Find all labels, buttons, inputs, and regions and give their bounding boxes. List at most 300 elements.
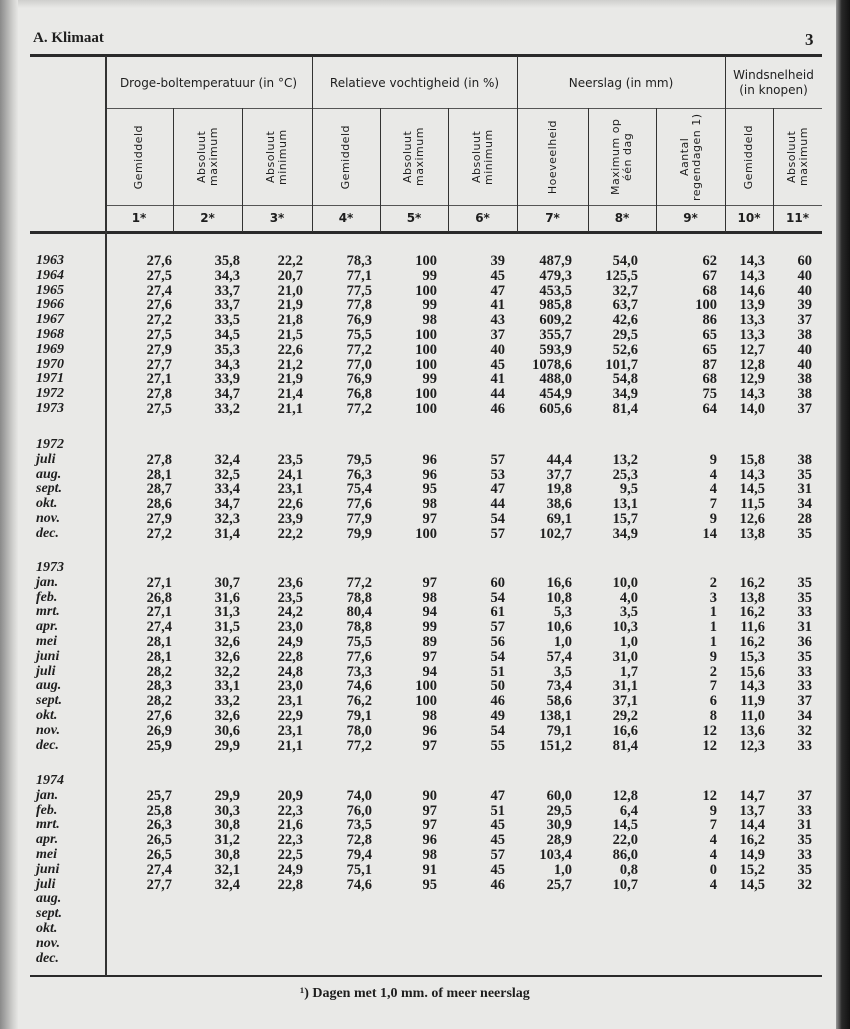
table-cell: 22,5 xyxy=(277,846,303,863)
table-cell: 27,8 xyxy=(146,386,172,403)
table-cell: 27,1 xyxy=(146,371,172,388)
table-cell: 30,9 xyxy=(546,817,572,834)
table-row xyxy=(0,512,850,527)
table-cell: 11,0 xyxy=(740,707,765,724)
table-cell: 24,1 xyxy=(277,466,303,483)
table-cell: 25,7 xyxy=(146,787,172,804)
table-cell: 13,3 xyxy=(739,326,765,343)
table-section xyxy=(0,774,850,966)
table-cell: 479,3 xyxy=(539,267,572,284)
table-cell: 96 xyxy=(422,451,437,468)
table-cell: 44,4 xyxy=(546,451,572,468)
table-cell: 64 xyxy=(702,400,717,417)
group-header: Droge-boltemperatuur (in °C) xyxy=(119,75,298,90)
table-cell: 23,9 xyxy=(277,510,303,527)
table-cell: 23,0 xyxy=(277,678,303,695)
section-title: 1973 xyxy=(36,560,64,575)
table-cell: 15,7 xyxy=(612,510,638,527)
table-cell: 38 xyxy=(797,371,812,388)
table-cell: 37 xyxy=(797,312,812,329)
row-label: mrt. xyxy=(36,604,60,620)
table-cell: 125,5 xyxy=(605,267,638,284)
table-cell: 61 xyxy=(490,604,505,621)
table-cell: 14,5 xyxy=(739,876,765,893)
table-cell: 35 xyxy=(797,574,812,591)
table-cell: 21,5 xyxy=(277,326,303,343)
column-number: 7* xyxy=(545,211,560,225)
row-label: dec. xyxy=(36,737,59,753)
table-cell: 10,3 xyxy=(612,619,638,636)
row-label: 1967 xyxy=(36,312,64,328)
table-cell: 13,2 xyxy=(612,451,638,468)
table-cell: 7 xyxy=(709,496,717,513)
table-cell: 99 xyxy=(422,619,437,636)
table-cell: 67 xyxy=(702,267,717,284)
table-cell: 101,7 xyxy=(605,356,638,373)
table-cell: 27,5 xyxy=(146,326,172,343)
table-cell: 45 xyxy=(490,832,505,849)
table-cell: 97 xyxy=(422,510,437,527)
table-cell: 4 xyxy=(709,466,717,483)
table-cell: 27,6 xyxy=(146,707,172,724)
table-row xyxy=(0,635,850,650)
table-cell: 51 xyxy=(490,663,505,680)
table-row xyxy=(0,709,850,724)
row-label: 1971 xyxy=(36,371,64,387)
table-cell: 102,7 xyxy=(539,525,572,542)
table-cell: 97 xyxy=(422,574,437,591)
table-cell: 12,7 xyxy=(739,341,765,358)
table-cell: 50 xyxy=(490,678,505,695)
table-cell: 33 xyxy=(797,737,812,754)
table-cell: 14,9 xyxy=(739,846,765,863)
row-label: nov. xyxy=(36,722,60,738)
table-cell: 27,9 xyxy=(146,341,172,358)
table-row xyxy=(0,298,850,313)
group-divider xyxy=(517,108,725,109)
table-cell: 43 xyxy=(490,312,505,329)
table-cell: 31,3 xyxy=(214,604,240,621)
table-cell: 69,1 xyxy=(546,510,572,527)
table-row xyxy=(0,497,850,512)
column-header-label: Absoluut minimum xyxy=(264,129,289,185)
table-cell: 90 xyxy=(422,787,437,804)
table-cell: 14,3 xyxy=(739,678,765,695)
table-cell: 34 xyxy=(797,707,812,724)
table-cell: 35 xyxy=(797,589,812,606)
table-cell: 14,3 xyxy=(739,267,765,284)
table-cell: 30,7 xyxy=(214,574,240,591)
table-cell: 15,8 xyxy=(739,451,765,468)
table-cell: 9 xyxy=(709,510,717,527)
table-cell: 45 xyxy=(490,356,505,373)
number-row-divider xyxy=(105,205,822,206)
table-cell: 605,6 xyxy=(539,400,572,417)
table-cell: 77,0 xyxy=(346,356,372,373)
table-cell: 54 xyxy=(490,510,505,527)
table-cell: 3,5 xyxy=(553,663,572,680)
table-cell: 78,8 xyxy=(346,589,372,606)
row-label: 1963 xyxy=(36,253,64,268)
table-cell: 13,9 xyxy=(739,297,765,314)
table-cell: 96 xyxy=(422,722,437,739)
table-cell: 31 xyxy=(797,817,812,834)
row-label: 1964 xyxy=(36,267,64,283)
table-cell: 6 xyxy=(709,693,717,710)
table-cell: 100 xyxy=(415,341,437,358)
table-cell: 355,7 xyxy=(539,326,572,343)
table-cell: 77,2 xyxy=(346,341,372,358)
table-cell: 80,4 xyxy=(346,604,372,621)
table-cell: 35,8 xyxy=(214,253,240,269)
table-cell: 487,9 xyxy=(539,253,572,269)
table-cell: 23,6 xyxy=(277,574,303,591)
table-cell: 12,9 xyxy=(739,371,765,388)
table-row xyxy=(0,482,850,497)
table-cell: 30,6 xyxy=(214,722,240,739)
table-cell: 31 xyxy=(797,619,812,636)
table-cell: 73,5 xyxy=(346,817,372,834)
table-cell: 22,3 xyxy=(277,832,303,849)
table-cell: 28,1 xyxy=(146,633,172,650)
table-cell: 79,4 xyxy=(346,846,372,863)
table-cell: 37,7 xyxy=(546,466,572,483)
table-cell: 488,0 xyxy=(539,371,572,388)
table-cell: 40 xyxy=(797,267,812,284)
table-cell: 78,8 xyxy=(346,619,372,636)
table-cell: 15,3 xyxy=(739,648,765,665)
table-cell: 12,8 xyxy=(739,356,765,373)
table-cell: 10,7 xyxy=(612,876,638,893)
table-cell: 31,6 xyxy=(214,589,240,606)
table-cell: 6,4 xyxy=(619,802,638,819)
table-cell: 97 xyxy=(422,802,437,819)
table-cell: 77,2 xyxy=(346,574,372,591)
table-cell: 23,1 xyxy=(277,481,303,498)
table-cell: 39 xyxy=(490,253,505,269)
row-label: 1965 xyxy=(36,282,64,298)
table-cell: 37 xyxy=(797,400,812,417)
table-cell: 31,4 xyxy=(214,525,240,542)
table-cell: 27,7 xyxy=(146,356,172,373)
table-cell: 75,5 xyxy=(346,633,372,650)
table-cell: 76,2 xyxy=(346,693,372,710)
table-cell: 34,5 xyxy=(214,326,240,343)
table-cell: 103,4 xyxy=(539,846,572,863)
table-cell: 22,2 xyxy=(277,253,303,269)
table-row xyxy=(0,527,850,542)
table-cell: 23,5 xyxy=(277,451,303,468)
table-cell: 32,6 xyxy=(214,633,240,650)
table-cell: 12 xyxy=(702,787,717,804)
table-cell: 28,1 xyxy=(146,466,172,483)
table-cell: 30,8 xyxy=(214,817,240,834)
table-cell: 44 xyxy=(490,386,505,403)
column-number: 1* xyxy=(131,211,147,225)
table-cell: 100 xyxy=(415,282,437,299)
table-cell: 41 xyxy=(490,371,505,388)
row-label: okt. xyxy=(36,707,58,723)
table-cell: 27,1 xyxy=(146,574,172,591)
table-cell: 54,0 xyxy=(612,253,638,269)
table-cell: 15,2 xyxy=(739,861,765,878)
table-row xyxy=(0,694,850,709)
table-cell: 57 xyxy=(490,846,505,863)
row-label: mei xyxy=(36,633,57,649)
table-cell: 25,7 xyxy=(546,876,572,893)
table-cell: 20,9 xyxy=(277,787,303,804)
table-cell: 79,1 xyxy=(346,707,372,724)
table-cell: 33,5 xyxy=(214,312,240,329)
table-cell: 21,2 xyxy=(277,356,303,373)
table-cell: 37 xyxy=(797,693,812,710)
table-cell: 33,2 xyxy=(214,693,240,710)
table-cell: 23,1 xyxy=(277,693,303,710)
table-cell: 12 xyxy=(702,722,717,739)
table-row xyxy=(0,922,850,937)
table-cell: 56 xyxy=(490,633,505,650)
table-cell: 98 xyxy=(422,589,437,606)
table-cell: 98 xyxy=(422,846,437,863)
table-row xyxy=(0,343,850,358)
table-row xyxy=(0,358,850,373)
table-cell: 53 xyxy=(490,466,505,483)
column-number: 6* xyxy=(475,211,490,225)
table-cell: 12 xyxy=(702,737,717,754)
row-label: okt. xyxy=(36,920,58,936)
table-cell: 22,0 xyxy=(612,832,638,849)
table-cell: 96 xyxy=(422,832,437,849)
table-row xyxy=(0,468,850,483)
table-cell: 77,8 xyxy=(346,297,372,314)
table-cell: 28,7 xyxy=(146,481,172,498)
table-cell: 76,3 xyxy=(346,466,372,483)
table-cell: 22,8 xyxy=(277,648,303,665)
table-cell: 32,2 xyxy=(214,663,240,680)
table-row xyxy=(0,679,850,694)
table-cell: 21,6 xyxy=(277,817,303,834)
table-cell: 57,4 xyxy=(546,648,572,665)
table-cell: 99 xyxy=(422,297,437,314)
table-cell: 25,3 xyxy=(612,466,638,483)
column-number: 2* xyxy=(200,211,215,225)
table-cell: 151,2 xyxy=(539,737,572,754)
group-header: Neerslag (in mm) xyxy=(568,75,674,90)
table-cell: 95 xyxy=(422,481,437,498)
table-cell: 76,0 xyxy=(346,802,372,819)
table-cell: 21,9 xyxy=(277,371,303,388)
table-cell: 31,0 xyxy=(612,648,638,665)
table-cell: 4 xyxy=(709,832,717,849)
row-label: nov. xyxy=(36,510,60,526)
table-row xyxy=(0,313,850,328)
table-cell: 27,6 xyxy=(146,253,172,269)
table-cell: 1,7 xyxy=(619,663,638,680)
table-cell: 12,6 xyxy=(739,510,765,527)
table-row xyxy=(0,848,850,863)
table-cell: 100 xyxy=(695,297,717,314)
table-cell: 32 xyxy=(797,876,812,893)
table-cell: 33 xyxy=(797,604,812,621)
table-cell: 12,8 xyxy=(612,787,638,804)
table-cell: 34,9 xyxy=(612,525,638,542)
table-cell: 30,8 xyxy=(214,846,240,863)
table-cell: 1,0 xyxy=(553,633,572,650)
table-cell: 100 xyxy=(415,356,437,373)
table-row xyxy=(0,804,850,819)
table-cell: 46 xyxy=(490,693,505,710)
table-cell: 100 xyxy=(415,400,437,417)
table-cell: 16,2 xyxy=(739,574,765,591)
table-cell: 34,7 xyxy=(214,496,240,513)
table-cell: 15,6 xyxy=(739,663,765,680)
table-cell: 77,9 xyxy=(346,510,372,527)
row-label: sept. xyxy=(36,693,63,709)
table-row xyxy=(0,818,850,833)
table-cell: 29,5 xyxy=(612,326,638,343)
table-cell: 33 xyxy=(797,802,812,819)
table-cell: 68 xyxy=(702,282,717,299)
table-cell: 62 xyxy=(702,253,717,269)
table-cell: 100 xyxy=(415,525,437,542)
table-row xyxy=(0,863,850,878)
table-cell: 47 xyxy=(490,787,505,804)
row-label: mei xyxy=(36,846,57,862)
column-header xyxy=(656,110,725,204)
table-cell: 33,1 xyxy=(214,678,240,695)
table-cell: 52,6 xyxy=(612,341,638,358)
table-cell: 39 xyxy=(797,297,812,314)
table-cell: 27,5 xyxy=(146,400,172,417)
table-cell: 35 xyxy=(797,832,812,849)
table-cell: 20,7 xyxy=(277,267,303,284)
table-cell: 26,9 xyxy=(146,722,172,739)
table-cell: 29,5 xyxy=(546,802,572,819)
table-cell: 31,2 xyxy=(214,832,240,849)
table-row xyxy=(0,892,850,907)
table-cell: 22,8 xyxy=(277,876,303,893)
table-cell: 22,6 xyxy=(277,496,303,513)
table-cell: 14 xyxy=(702,525,717,542)
table-cell: 29,9 xyxy=(214,737,240,754)
table-cell: 55 xyxy=(490,737,505,754)
table-row xyxy=(0,833,850,848)
table-cell: 97 xyxy=(422,737,437,754)
table-cell: 33 xyxy=(797,663,812,680)
table-cell: 97 xyxy=(422,648,437,665)
table-cell: 99 xyxy=(422,371,437,388)
table-cell: 51 xyxy=(490,802,505,819)
table-cell: 95 xyxy=(422,876,437,893)
column-header-label: Aantal regendagen 1) xyxy=(677,113,703,201)
table-cell: 32,6 xyxy=(214,648,240,665)
table-cell: 96 xyxy=(422,466,437,483)
table-cell: 27,2 xyxy=(146,312,172,329)
table-cell: 38 xyxy=(797,451,812,468)
table-cell: 32 xyxy=(797,722,812,739)
table-cell: 1 xyxy=(709,604,717,621)
table-cell: 1,0 xyxy=(553,861,572,878)
table-section xyxy=(0,254,850,417)
table-cell: 28,9 xyxy=(546,832,572,849)
page-number: 3 xyxy=(805,30,814,49)
table-cell: 33,9 xyxy=(214,371,240,388)
table-cell: 23,5 xyxy=(277,589,303,606)
table-cell: 985,8 xyxy=(539,297,572,314)
table-row xyxy=(0,453,850,468)
table-cell: 54 xyxy=(490,648,505,665)
table-cell: 31 xyxy=(797,481,812,498)
table-cell: 28 xyxy=(797,510,812,527)
table-cell: 100 xyxy=(415,326,437,343)
table-cell: 40 xyxy=(797,282,812,299)
table-cell: 593,9 xyxy=(539,341,572,358)
table-cell: 26,3 xyxy=(146,817,172,834)
row-label: nov. xyxy=(36,935,60,951)
table-cell: 28,6 xyxy=(146,496,172,513)
table-cell: 77,2 xyxy=(346,737,372,754)
table-cell: 76,8 xyxy=(346,386,372,403)
row-label: feb. xyxy=(36,802,58,818)
table-cell: 35 xyxy=(797,525,812,542)
table-row xyxy=(0,739,850,754)
table-cell: 32,5 xyxy=(214,466,240,483)
table-cell: 27,4 xyxy=(146,861,172,878)
row-label: mrt. xyxy=(36,817,60,833)
row-label: 1970 xyxy=(36,356,64,372)
table-cell: 24,9 xyxy=(277,633,303,650)
table-cell: 81,4 xyxy=(612,737,638,754)
table-cell: 37 xyxy=(797,787,812,804)
table-cell: 78,3 xyxy=(346,253,372,269)
table-cell: 60 xyxy=(490,574,505,591)
table-cell: 37 xyxy=(490,326,505,343)
table-cell: 2 xyxy=(709,574,717,591)
table-cell: 24,8 xyxy=(277,663,303,680)
table-cell: 77,6 xyxy=(346,648,372,665)
table-cell: 34,9 xyxy=(612,386,638,403)
table-cell: 13,8 xyxy=(739,525,765,542)
table-cell: 32,4 xyxy=(214,451,240,468)
table-cell: 45 xyxy=(490,861,505,878)
table-cell: 98 xyxy=(422,707,437,724)
table-cell: 100 xyxy=(415,253,437,269)
table-cell: 75 xyxy=(702,386,717,403)
table-cell: 22,9 xyxy=(277,707,303,724)
table-row xyxy=(0,605,850,620)
table-cell: 68 xyxy=(702,371,717,388)
column-header xyxy=(448,110,517,204)
table-cell: 9 xyxy=(709,451,717,468)
table-cell: 31,1 xyxy=(612,678,638,695)
table-cell: 12,3 xyxy=(739,737,765,754)
table-cell: 34 xyxy=(797,496,812,513)
table-cell: 97 xyxy=(422,817,437,834)
table-cell: 79,5 xyxy=(346,451,372,468)
table-cell: 453,5 xyxy=(539,282,572,299)
bottom-rule xyxy=(30,975,822,977)
table-row xyxy=(0,620,850,635)
table-cell: 49 xyxy=(490,707,505,724)
table-cell: 35,3 xyxy=(214,341,240,358)
table-cell: 11,6 xyxy=(740,619,765,636)
row-label: juli xyxy=(36,451,56,467)
table-cell: 47 xyxy=(490,481,505,498)
table-cell: 74,6 xyxy=(346,678,372,695)
table-cell: 74,0 xyxy=(346,787,372,804)
table-cell: 22,6 xyxy=(277,341,303,358)
table-cell: 76,9 xyxy=(346,371,372,388)
